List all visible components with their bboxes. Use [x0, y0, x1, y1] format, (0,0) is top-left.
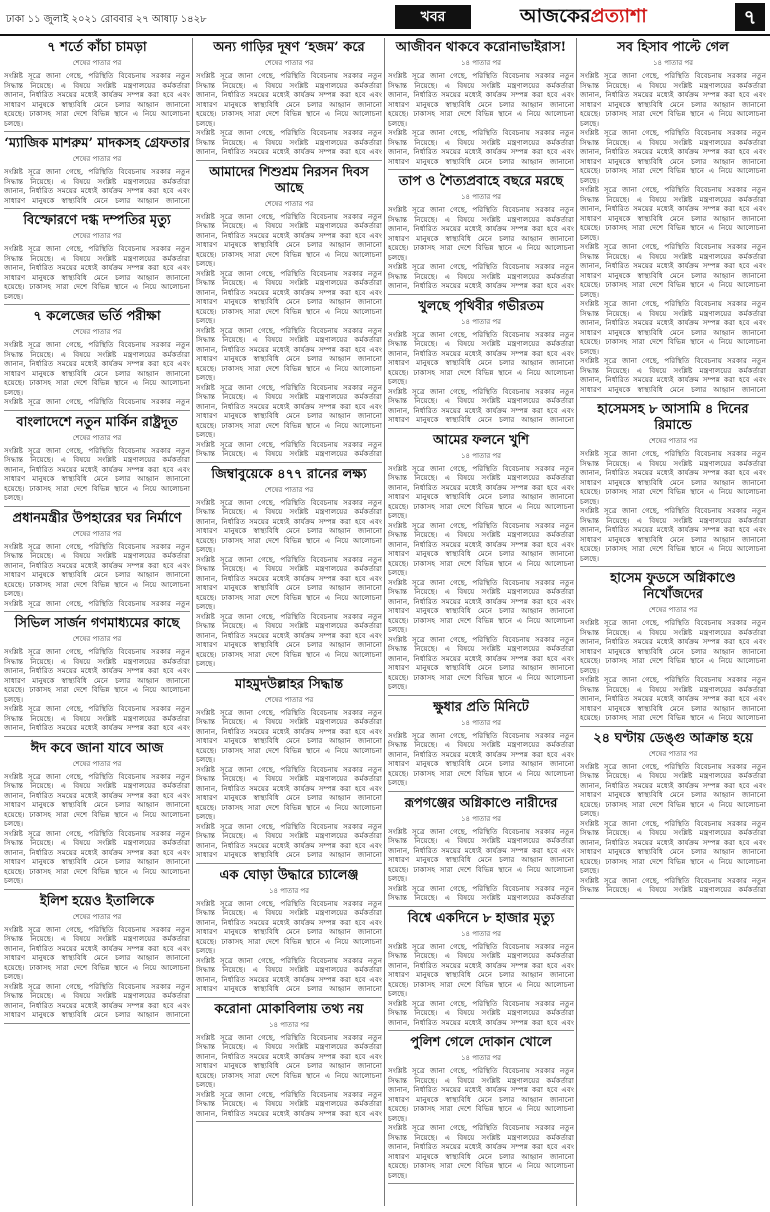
- story-dateline: শেষের পাতার পর: [72, 529, 122, 538]
- story-headline: হাসেমসহ ৮ আসামি ৪ দিনের রিমান্ডে: [597, 402, 749, 433]
- news-story: [388, 911, 574, 1032]
- story-text: সংশ্লিষ্ট সূত্রে জানা গেছে, পরিস্থিতি বিবেচনায় সরকার নতুন সিদ্ধান্ত নিয়েছে। এ বিষয়ে সংশ্লিষ্ট মন্ত্রণালয়ের কর্মকর্তারা জানান, নির্ধারিত সময়ের মধ্যেই কার্যক্রম সম্পন্ন করা হবে এবং সাধারণ মানুষকে স্বাস্থ্যবিধি মেনে চলার আহ্বান জানানো হয়েছে। ঢাকাসহ সারা দেশে বিভিন্ন স্থানে এ নিয়ে আলোচনা চলছে।: [580, 449, 766, 506]
- story-dateline: শেষের পাতার পর: [72, 328, 122, 336]
- story-text: সংশ্লিষ্ট সূত্রে জানা গেছে, পরিস্থিতি বিবেচনায় সরকার নতুন সিদ্ধান্ত নিয়েছে। এ বিষয়ে সংশ্লিষ্ট মন্ত্রণালয়ের কর্মকর্তারা জানান, নির্ধারিত সময়ের মধ্যেই কার্যক্রম সম্পন্ন করা হবে এবং সাধারণ মানুষকে স্বাস্থ্যবিধি মেনে চলার আহ্বান জানানো হয়েছে। ঢাকাসহ সারা দেশে বিভিন্ন স্থানে এ নিয়ে আলোচনা চলছে।: [388, 520, 574, 577]
- news-story: [388, 299, 574, 429]
- story-dateline: শেষের পাতার পর: [264, 59, 314, 67]
- story-separator: [4, 208, 190, 209]
- story-body: [196, 708, 382, 860]
- story-separator: [580, 726, 766, 727]
- story-body: [4, 340, 190, 407]
- story-text: সংশ্লিষ্ট সূত্রে জানা গেছে, পরিস্থিতি বিবেচনায় সরকার নতুন সিদ্ধান্ত নিয়েছে। এ বিষয়ে সংশ্লিষ্ট মন্ত্রণালয়ের কর্মকর্তারা জানান, নির্ধারিত সময়ের মধ্যেই কার্যক্রম সম্পন্ন করা হবে এবং সাধারণ মানুষকে স্বাস্থ্যবিধি মেনে চলার আহ্বান জানানো হয়েছে। ঢাকাসহ সারা দেশে বিভিন্ন স্থানে এ নিয়ে আলোচনা চলছে।: [388, 730, 574, 787]
- story-text: সংশ্লিষ্ট সূত্রে জানা গেছে, পরিস্থিতি বিবেচনায় সরকার নতুন সিদ্ধান্ত নিয়েছে। এ বিষয়ে সংশ্লিষ্ট মন্ত্রণালয়ের কর্মকর্তারা জানান, নির্ধারিত সময়ের মধ্যেই কার্যক্রম সম্পন্ন করা হবে এবং সাধারণ মানুষকে স্বাস্থ্যবিধি মেনে চলার আহ্বান জানানো হয়েছে। ঢাকাসহ সারা দেশে বিভিন্ন স্থানে এ নিয়ে আলোচনা চলছে।: [580, 299, 766, 356]
- story-text: সংশ্লিষ্ট সূত্রে জানা গেছে, পরিস্থিতি বিবেচনায় সরকার নতুন সিদ্ধান্ত নিয়েছে। এ বিষয়ে সংশ্লিষ্ট মন্ত্রণালয়ের কর্মকর্তারা জানান, নির্ধারিত সময়ের মধ্যেই কার্যক্রম সম্পন্ন করা হবে এবং সাধারণ মানুষকে স্বাস্থ্যবিধি মেনে চলার আহ্বান জানানো হয়েছে। ঢাকাসহ সারা দেশে বিভিন্ন স্থানে এ নিয়ে আলোচনা: [580, 675, 766, 722]
- story-headline: ২৪ ঘণ্টায় ডেঙ্গু আক্রান্ত হয়ে: [593, 730, 753, 746]
- news-story: [388, 433, 574, 696]
- story-text: সংশ্লিষ্ট সূত্রে জানা গেছে, পরিস্থিতি বিবেচনায় সরকার নতুন সিদ্ধান্ত নিয়েছে। এ বিষয়ে সংশ্লিষ্ট মন্ত্রণালয়ের কর্মকর্তারা জানান, নির্ধারিত সময়ের মধ্যেই কার্যক্রম সম্পন্ন করা হবে এবং সাধারণ মানুষকে স্বাস্থ্যবিধি মেনে চলার আহ্বান জানানো হয়েছে। ঢাকাসহ সারা দেশে বিভিন্ন স্থানে এ নিয়ে আলোচনা চলছে।: [388, 634, 574, 691]
- story-text: সংশ্লিষ্ট সূত্রে জানা গেছে, পরিস্থিতি বিবেচনায় সরকার নতুন সিদ্ধান্ত নিয়েছে। এ বিষয়ে সংশ্লিষ্ট মন্ত্রণালয়ের কর্মকর্তারা জানান, নির্ধারিত সময়ের মধ্যেই কার্যক্রম সম্পন্ন করা হবে এবং সাধারণ মানুষকে স্বাস্থ্যবিধি মেনে চলার আহ্বান জানানো হয়েছে। ঢাকাসহ সারা দেশে বিভিন্ন স্থানে এ নিয়ে আলোচনা চলছে।: [4, 340, 190, 397]
- story-dateline: ১৪ পাতার পর: [460, 718, 502, 727]
- story-separator: [580, 397, 766, 398]
- story-text: সংশ্লিষ্ট সূত্রে জানা গেছে, পরিস্থিতি বিবেচনায় সরকার নতুন সিদ্ধান্ত নিয়েছে। এ বিষয়ে সংশ্লিষ্ট মন্ত্রণালয়ের কর্মকর্তারা জানান, নির্ধারিত সময়ের মধ্যেই কার্যক্রম সম্পন্ন করা হবে এবং সাধারণ মানুষকে স্বাস্থ্যবিধি মেনে চলার আহ্বান জানানো হয়েছে। ঢাকাসহ সারা দেশে বিভিন্ন স্থানে এ নিয়ে আলোচনা চলছে।: [388, 205, 574, 262]
- story-text: সংশ্লিষ্ট সূত্রে জানা গেছে, পরিস্থিতি বিবেচনায় সরকার নতুন সিদ্ধান্ত নিয়েছে। এ বিষয়ে সংশ্লিষ্ট মন্ত্রণালয়ের কর্মকর্তারা জানান, নির্ধারিত সময়ের মধ্যেই কার্যক্রম সম্পন্ন করা হবে এবং সাধারণ মানুষকে স্বাস্থ্যবিধি মেনে চলার আহ্বান জানানো হয়েছে। ঢাকাসহ সারা দেশে বিভিন্ন স্থানে এ নিয়ে আলোচনা চলছে।: [4, 445, 190, 502]
- story-text: সংশ্লিষ্ট সূত্রে জানা গেছে, পরিস্থিতি বিবেচনায় সরকার নতুন সিদ্ধান্ত নিয়েছে। এ বিষয়ে সংশ্লিষ্ট মন্ত্রণালয়ের কর্মকর্তারা জানান, নির্ধারিত সময়ের মধ্যেই কার্যক্রম সম্পন্ন করা হবে এবং সাধারণ মানুষকে স্বাস্থ্যবিধি মেনে চলার আহ্বান জানানো হয়েছে। ঢাকাসহ সারা দেশে বিভিন্ন স্থানে এ নিয়ে আলোচনা চলছে।: [388, 463, 574, 520]
- story-body: [196, 498, 382, 669]
- story-dateline: শেষের পাতার পর: [72, 912, 122, 921]
- story-separator: [196, 863, 382, 864]
- story-separator: [196, 160, 382, 161]
- story-separator: [388, 695, 574, 696]
- story-body: [4, 925, 190, 1020]
- news-story: [196, 467, 382, 673]
- story-dateline: ১৪ পাতার পর: [460, 929, 502, 938]
- story-separator: [196, 672, 382, 673]
- news-story: [196, 40, 382, 161]
- story-text: সংশ্লিষ্ট সূত্রে জানা গেছে, পরিস্থিতি বিবেচনায় সরকার নতুন সিদ্ধান্ত নিয়েছে। এ বিষয়ে সংশ্লিষ্ট মন্ত্রণালয়ের কর্মকর্তারা জানান, নির্ধারিত সময়ের মধ্যেই কার্যক্রম সম্পন্ন করা হবে এবং সাধারণ মানুষকে স্বাস্থ্যবিধি মেনে চলার আহ্বান জানানো: [4, 167, 190, 205]
- story-dateline: শেষের পাতার পর: [72, 59, 122, 67]
- story-text: সংশ্লিষ্ট সূত্রে জানা গেছে, পরিস্থিতি বিবেচনায় সরকার নতুন সিদ্ধান্ত নিয়েছে। এ বিষয়ে সংশ্লিষ্ট মন্ত্রণালয়ের কর্মকর্তারা জানান, নির্ধারিত সময়ের মধ্যেই কার্যক্রম সম্পন্ন করা হবে এবং সাধারণ মানুষকে স্বাস্থ্যবিধি মেনে চলার আহ্বান জানানো: [4, 981, 190, 1019]
- column-divider: [192, 38, 193, 1206]
- story-headline: ‘ম্যাজিক মাশরুম’ মাদকসহ গ্রেফতার: [4, 136, 190, 151]
- story-headline: করোনা মোকাবিলায় তথ্য নয়: [214, 1001, 364, 1017]
- column-2: [196, 38, 382, 1206]
- story-body: [4, 167, 190, 205]
- story-separator: [388, 906, 574, 907]
- story-separator: [580, 566, 766, 567]
- column-divider: [576, 38, 577, 1206]
- story-dateline: ১৪ পাতার পর: [268, 886, 310, 895]
- story-dateline: ১৪ পাতার পর: [460, 317, 502, 326]
- story-dateline: শেষের পাতার পর: [72, 232, 122, 240]
- story-text: সংশ্লিষ্ট সূত্রে জানা গেছে, পরিস্থিতি বিবেচনায় সরকার নতুন সিদ্ধান্ত নিয়েছে। এ বিষয়ে সংশ্লিষ্ট মন্ত্রণালয়ের কর্মকর্তারা: [388, 883, 574, 902]
- news-story: [388, 40, 574, 170]
- story-body: [4, 772, 190, 886]
- story-text: সংশ্লিষ্ট সূত্রে জানা গেছে, পরিস্থিতি বিবেচনায় সরকার নতুন সিদ্ধান্ত নিয়েছে। এ বিষয়ে সংশ্লিষ্ট মন্ত্রণালয়ের কর্মকর্তারা জানান, নির্ধারিত সময়ের মধ্যেই কার্যক্রম সম্পন্ন করা হবে এবং: [196, 128, 382, 156]
- story-separator: [196, 462, 382, 463]
- story-body: [196, 1033, 382, 1119]
- section-label: খবর: [395, 5, 471, 29]
- story-headline: বাংলাদেশে নতুন মার্কিন রাষ্ট্রদূত: [16, 414, 178, 430]
- story-headline: রূপগঞ্জের অগ্নিকাণ্ডে নারীদের: [404, 795, 558, 811]
- story-text: সংশ্লিষ্ট সূত্রে জানা গেছে, পরিস্থিতি বিবেচনায় সরকার নতুন সিদ্ধান্ত নিয়েছে। এ বিষয়ে সংশ্লিষ্ট মন্ত্রণালয়ের কর্মকর্তারা জানান, নির্ধারিত সময়ের মধ্যেই কার্যক্রম সম্পন্ন করা হবে এবং সাধারণ মানুষকে স্বাস্থ্যবিধি মেনে চলার আহ্বান জানানো হয়েছে। ঢাকাসহ সারা দেশে বিভিন্ন স্থানে এ নিয়ে আলোচনা চলছে।: [4, 71, 190, 128]
- story-separator: [4, 611, 190, 612]
- story-text: সংশ্লিষ্ট সূত্রে জানা গেছে, পরিস্থিতি বিবেচনায় সরকার নতুন সিদ্ধান্ত নিয়েছে। এ বিষয়ে সংশ্লিষ্ট মন্ত্রণালয়ের কর্মকর্তারা জানান, নির্ধারিত সময়ের মধ্যেই কার্যক্রম সম্পন্ন করা হবে এবং সাধারণ মানুষকে স্বাস্থ্যবিধি মেনে চলার আহ্বান জানানো: [388, 386, 574, 424]
- story-text: সংশ্লিষ্ট সূত্রে জানা গেছে, পরিস্থিতি বিবেচনায় সরকার নতুন সিদ্ধান্ত নিয়েছে। এ বিষয়ে সংশ্লিষ্ট মন্ত্রণালয়ের কর্মকর্তারা জানান, নির্ধারিত সময়ের মধ্যেই কার্যক্রম সম্পন্ন করা হবে এবং সাধারণ মানুষকে স্বাস্থ্যবিধি মেনে চলার আহ্বান জানানো হয়েছে। ঢাকাসহ সারা দেশে বিভিন্ন স্থানে এ নিয়ে আলোচনা চলছে।: [196, 268, 382, 325]
- story-text: সংশ্লিষ্ট সূত্রে জানা গেছে, পরিস্থিতি বিবেচনায় সরকার নতুন সিদ্ধান্ত নিয়েছে। এ বিষয়ে সংশ্লিষ্ট মন্ত্রণালয়ের কর্মকর্তারা জানান, নির্ধারিত সময়ের মধ্যেই কার্যক্রম সম্পন্ন করা হবে এবং সাধারণ মানুষকে স্বাস্থ্যবিধি মেনে চলার আহ্বান জানানো: [196, 955, 382, 993]
- story-headline: অন্য গাড়ির দূষণ ‘হজম’ করে: [213, 40, 365, 55]
- story-dateline: শেষের পাতার পর: [72, 155, 122, 163]
- story-headline: মাহমুদউল্লাহর সিদ্ধান্ত: [234, 676, 344, 692]
- story-headline: ক্ষুধার প্রতি মিনিটে: [433, 699, 529, 715]
- story-text: সংশ্লিষ্ট সূত্রে জানা গেছে, পরিস্থিতি বিবেচনায় সরকার নতুন সিদ্ধান্ত নিয়েছে। এ বিষয়ে সংশ্লিষ্ট মন্ত্রণালয়ের কর্মকর্তারা জানান, নির্ধারিত সময়ের মধ্যেই কার্যক্রম সম্পন্ন করা হবে এবং সাধারণ মানুষকে স্বাস্থ্যবিধি মেনে চলার আহ্বান জানানো হয়েছে। ঢাকাসহ সারা দেশে বিভিন্ন স্থানে এ নিয়ে আলোচনা চলছে।: [388, 71, 574, 128]
- story-body: [4, 244, 190, 301]
- page-number: ৭: [735, 3, 765, 31]
- story-dateline: শেষের পাতার পর: [72, 635, 122, 643]
- story-separator: [388, 1183, 574, 1184]
- story-body: [580, 618, 766, 723]
- news-story: [196, 1002, 382, 1123]
- news-story: [4, 741, 190, 890]
- news-story: [4, 616, 190, 737]
- news-story: [388, 1035, 574, 1184]
- column-1: [4, 38, 190, 1206]
- story-headline: বিস্ফোরণে দগ্ধ দম্পতির মৃত্যু: [23, 213, 171, 228]
- story-text: সংশ্লিষ্ট সূত্রে জানা গেছে, পরিস্থিতি বিবেচনায় সরকার নতুন সিদ্ধান্ত নিয়েছে। এ বিষয়ে সংশ্লিষ্ট মন্ত্রণালয়ের কর্মকর্তারা জানান, নির্ধারিত সময়ের মধ্যেই কার্যক্রম সম্পন্ন করা হবে এবং সাধারণ মানুষকে স্বাস্থ্যবিধি মেনে চলার আহ্বান জানানো হয়েছে। ঢাকাসহ সারা দেশে বিভিন্ন স্থানে এ নিয়ে আলোচনা চলছে।: [196, 211, 382, 268]
- story-text: সংশ্লিষ্ট সূত্রে জানা গেছে, পরিস্থিতি বিবেচনায় সরকার নতুন সিদ্ধান্ত নিয়েছে। এ বিষয়ে সংশ্লিষ্ট মন্ত্রণালয়ের কর্মকর্তারা জানান, নির্ধারিত সময়ের মধ্যেই কার্যক্রম সম্পন্ন করা হবে এবং সাধারণ মানুষকে স্বাস্থ্যবিধি মেনে চলার আহ্বান জানানো হয়েছে। ঢাকাসহ সারা দেশে বিভিন্ন স্থানে এ নিয়ে আলোচনা চলছে।: [388, 1123, 574, 1180]
- story-separator: [388, 169, 574, 170]
- story-dateline: শেষের পাতার পর: [72, 433, 122, 442]
- story-text: সংশ্লিষ্ট সূত্রে জানা গেছে, পরিস্থিতি বিবেচনায় সরকার নতুন সিদ্ধান্ত নিয়েছে। এ বিষয়ে সংশ্লিষ্ট মন্ত্রণালয়ের কর্মকর্তারা জানান, নির্ধারিত সময়ের মধ্যেই কার্যক্রম সম্পন্ন করা হবে এবং: [388, 998, 574, 1027]
- column-3: [388, 38, 574, 1206]
- story-headline: ঈদ কবে জানা যাবে আজ: [30, 740, 164, 756]
- story-dateline: ১৪ পাতার পর: [268, 1020, 310, 1029]
- news-story: [196, 165, 382, 463]
- story-body: [196, 71, 382, 157]
- story-text: সংশ্লিষ্ট সূত্রে জানা গেছে, পরিস্থিতি বিবেচনায় সরকার নতুন সিদ্ধান্ত নিয়েছে। এ বিষয়ে সংশ্লিষ্ট মন্ত্রণালয়ের কর্মকর্তারা জানান, নির্ধারিত সময়ের মধ্যেই কার্যক্রম সম্পন্ন করা হবে এবং সাধারণ মানুষকে স্বাস্থ্যবিধি মেনে চলার আহ্বান জানানো হয়েছে। ঢাকাসহ সারা দেশে বিভিন্ন স্থানে এ নিয়ে আলোচনা চলছে।: [388, 941, 574, 998]
- news-story: [4, 213, 190, 305]
- story-headline: ৭ কলেজের ভর্তি পরীক্ষা: [33, 309, 161, 324]
- story-text: সংশ্লিষ্ট সূত্রে জানা গেছে, পরিস্থিতি বিবেচনায় সরকার নতুন সিদ্ধান্ত নিয়েছে। এ বিষয়ে সংশ্লিষ্ট মন্ত্রণালয়ের কর্মকর্তারা জানান, নির্ধারিত সময়ের মধ্যেই কার্যক্রম সম্পন্ন করা হবে এবং সাধারণ মানুষকে স্বাস্থ্যবিধি মেনে চলার আহ্বান জানানো হয়েছে। ঢাকাসহ সারা দেশে বিভিন্ন স্থানে এ নিয়ে আলোচনা চলছে।: [580, 506, 766, 563]
- story-separator: [388, 791, 574, 792]
- story-text: সংশ্লিষ্ট সূত্রে জানা গেছে, পরিস্থিতি বিবেচনায় সরকার নতুন সিদ্ধান্ত নিয়েছে। এ বিষয়ে সংশ্লিষ্ট মন্ত্রণালয়ের কর্মকর্তারা জানান, নির্ধারিত সময়ের মধ্যেই কার্যক্রম সম্পন্ন করা হবে এবং সাধারণ মানুষকে স্বাস্থ্যবিধি মেনে চলার আহ্বান জানানো হয়েছে। ঢাকাসহ সারা দেশে বিভিন্ন স্থানে এ নিয়ে আলোচনা চলছে।: [196, 382, 382, 439]
- story-headline: ৭ শর্তে কাঁচা চামড়া: [47, 40, 147, 55]
- story-text: সংশ্লিষ্ট সূত্রে জানা গেছে, পরিস্থিতি বিবেচনায় সরকার নতুন সিদ্ধান্ত নিয়েছে। এ বিষয়ে সংশ্লিষ্ট মন্ত্রণালয়ের কর্মকর্তারা জানান, নির্ধারিত সময়ের মধ্যেই কার্যক্রম সম্পন্ন করা হবে এবং সাধারণ মানুষকে স্বাস্থ্যবিধি মেনে চলার আহ্বান জানানো হয়েছে। ঢাকাসহ সারা দেশে বিভিন্ন স্থানে এ নিয়ে আলোচনা চলছে।: [388, 329, 574, 386]
- news-story: [388, 796, 574, 907]
- story-text: সংশ্লিষ্ট সূত্রে জানা গেছে, পরিস্থিতি বিবেচনায় সরকার নতুন সিদ্ধান্ত নিয়েছে। এ বিষয়ে সংশ্লিষ্ট মন্ত্রণালয়ের কর্মকর্তারা জানান, নির্ধারিত সময়ের মধ্যেই কার্যক্রম সম্পন্ন করা হবে এবং: [196, 1089, 382, 1118]
- story-body: [580, 762, 766, 895]
- story-text: সংশ্লিষ্ট সূত্রে জানা গেছে, পরিস্থিতি বিবেচনায় সরকার নতুন সিদ্ধান্ত নিয়েছে। এ বিষয়ে সংশ্লিষ্ট মন্ত্রণালয়ের কর্মকর্তারা জানান, নির্ধারিত সময়ের মধ্যেই কার্যক্রম সম্পন্ন করা হবে এবং: [388, 262, 574, 290]
- story-separator: [4, 506, 190, 507]
- news-story: [4, 309, 190, 411]
- news-story: [4, 40, 190, 132]
- story-headline: আমাদের শিশুশ্রম নিরসন দিবস আছে: [209, 164, 369, 196]
- story-separator: [388, 428, 574, 429]
- story-text: সংশ্লিষ্ট সূত্রে জানা গেছে, পরিস্থিতি বিবেচনায় সরকার নতুন সিদ্ধান্ত নিয়েছে। এ বিষয়ে সংশ্লিষ্ট মন্ত্রণালয়ের কর্মকর্তারা জানান, নির্ধারিত সময়ের মধ্যেই কার্যক্রম সম্পন্ন করা হবে এবং সাধারণ মানুষকে স্বাস্থ্যবিধি মেনে চলার আহ্বান জানানো হয়েছে। ঢাকাসহ সারা দেশে বিভিন্ন স্থানে এ নিয়ে আলোচনা চলছে।: [196, 1032, 382, 1089]
- paper-name-b: প্রত্যাশা: [590, 5, 647, 27]
- story-body: [4, 542, 190, 609]
- story-body: [4, 446, 190, 503]
- story-separator: [196, 997, 382, 998]
- story-body: [580, 449, 766, 563]
- story-separator: [4, 736, 190, 737]
- story-separator: [388, 294, 574, 295]
- story-text: সংশ্লিষ্ট সূত্রে জানা গেছে, পরিস্থিতি বিবেচনায় সরকার নতুন সিদ্ধান্ত নিয়েছে। এ বিষয়ে সংশ্লিষ্ট মন্ত্রণালয়ের কর্মকর্তারা জানান, নির্ধারিত সময়ের মধ্যেই কার্যক্রম সম্পন্ন করা হবে এবং সাধারণ মানুষকে স্বাস্থ্যবিধি মেনে চলার আহ্বান জানানো হয়েছে। ঢাকাসহ সারা দেশে বিভিন্ন স্থানে এ নিয়ে আলোচনা চলছে।: [580, 71, 766, 128]
- column-divider: [384, 38, 385, 1206]
- story-text: সংশ্লিষ্ট সূত্রে জানা গেছে, পরিস্থিতি বিবেচনায় সরকার নতুন সিদ্ধান্ত নিয়েছে। এ বিষয়ে সংশ্লিষ্ট মন্ত্রণালয়ের কর্মকর্তারা জানান, নির্ধারিত সময়ের মধ্যেই কার্যক্রম সম্পন্ন করা হবে এবং সাধারণ মানুষকে স্বাস্থ্যবিধি মেনে চলার আহ্বান জানানো হয়েছে। ঢাকাসহ সারা দেশে বিভিন্ন স্থানে এ নিয়ে আলোচনা চলছে।: [4, 924, 190, 981]
- story-text: সংশ্লিষ্ট সূত্রে জানা গেছে, পরিস্থিতি বিবেচনায় সরকার নতুন সিদ্ধান্ত নিয়েছে। এ বিষয়ে সংশ্লিষ্ট মন্ত্রণালয়ের কর্মকর্তারা জানান, নির্ধারিত সময়ের মধ্যেই কার্যক্রম সম্পন্ন করা হবে এবং সাধারণ মানুষকে স্বাস্থ্যবিধি মেনে চলার আহ্বান জানানো হয়েছে। ঢাকাসহ সারা দেশে বিভিন্ন স্থানে এ নিয়ে আলোচনা চলছে।: [196, 611, 382, 668]
- story-separator: [4, 889, 190, 890]
- story-text: সংশ্লিষ্ট সূত্রে জানা গেছে, পরিস্থিতি বিবেচনায় সরকার নতুন সিদ্ধান্ত নিয়েছে। এ বিষয়ে সংশ্লিষ্ট মন্ত্রণালয়ের কর্মকর্তারা জানান, নির্ধারিত সময়ের মধ্যেই কার্যক্রম সম্পন্ন করা হবে এবং সাধারণ মানুষকে স্বাস্থ্যবিধি মেনে চলার আহ্বান জানানো হয়েছে। ঢাকাসহ সারা দেশে বিভিন্ন স্থানে এ নিয়ে আলোচনা চলছে।: [388, 1066, 574, 1123]
- story-headline: আজীবন থাকবে করোনাভাইরাস!: [395, 40, 567, 55]
- story-headline: সব হিসাব পাল্টে গেল: [617, 40, 729, 55]
- story-headline: ইলিশ হয়েও ইতালিকে: [39, 893, 155, 909]
- story-separator: [4, 1023, 190, 1024]
- story-dateline: শেষের পাতার পর: [264, 485, 314, 494]
- story-body: [580, 71, 766, 394]
- news-story: [388, 174, 574, 295]
- story-dateline: ১৪ পাতার পর: [652, 59, 694, 67]
- story-text: সংশ্লিষ্ট সূত্রে জানা গেছে, পরিস্থিতি বিবেচনায় সরকার নতুন সিদ্ধান্ত নিয়েছে। এ বিষয়ে সংশ্লিষ্ট মন্ত্রণালয়ের কর্মকর্তারা জানান, নির্ধারিত সময়ের মধ্যেই কার্যক্রম সম্পন্ন করা হবে এবং সাধারণ মানুষকে স্বাস্থ্যবিধি মেনে চলার আহ্বান জানানো হয়েছে। ঢাকাসহ সারা দেশে বিভিন্ন স্থানে এ নিয়ে আলোচনা চলছে।: [196, 764, 382, 821]
- news-story: [4, 511, 190, 613]
- story-text: সংশ্লিষ্ট সূত্রে জানা গেছে, পরিস্থিতি বিবেচনায় সরকার নতুন সিদ্ধান্ত নিয়েছে। এ বিষয়ে সংশ্লিষ্ট মন্ত্রণালয়ের কর্মকর্তারা জানান, নির্ধারিত সময়ের মধ্যেই কার্যক্রম সম্পন্ন করা হবে এবং সাধারণ মানুষকে স্বাস্থ্যবিধি মেনে চলার আহ্বান জানানো হয়েছে। ঢাকাসহ সারা দেশে বিভিন্ন স্থানে এ নিয়ে আলোচনা চলছে।: [196, 497, 382, 554]
- story-text: সংশ্লিষ্ট সূত্রে জানা গেছে, পরিস্থিতি বিবেচনায় সরকার নতুন সিদ্ধান্ত নিয়েছে। এ বিষয়ে সংশ্লিষ্ট মন্ত্রণালয়ের কর্মকর্তারা জানান, নির্ধারিত সময়ের মধ্যেই কার্যক্রম সম্পন্ন করা হবে এবং সাধারণ মানুষকে স্বাস্থ্যবিধি মেনে চলার আহ্বান জানানো হয়েছে। ঢাকাসহ সারা দেশে বিভিন্ন স্থানে এ নিয়ে আলোচনা চলছে।: [388, 826, 574, 883]
- story-text: সংশ্লিষ্ট সূত্রে জানা গেছে, পরিস্থিতি বিবেচনায় সরকার নতুন সিদ্ধান্ত নিয়েছে। এ বিষয়ে সংশ্লিষ্ট মন্ত্রণালয়ের কর্মকর্তারা জানান, নির্ধারিত সময়ের মধ্যেই কার্যক্রম সম্পন্ন করা হবে এবং সাধারণ মানুষকে স্বাস্থ্যবিধি মেনে চলার আহ্বান জানানো: [388, 128, 574, 166]
- story-text: সংশ্লিষ্ট সূত্রে জানা গেছে, পরিস্থিতি বিবেচনায় সরকার নতুন সিদ্ধান্ত নিয়েছে। এ বিষয়ে সংশ্লিষ্ট মন্ত্রণালয়ের কর্মকর্তারা জানান, নির্ধারিত সময়ের মধ্যেই কার্যক্রম সম্পন্ন করা হবে এবং সাধারণ মানুষকে স্বাস্থ্যবিধি মেনে চলার আহ্বান জানানো হয়েছে। ঢাকাসহ সারা দেশে বিভিন্ন স্থানে এ নিয়ে আলোচনা চলছে।: [580, 818, 766, 875]
- paper-logo: [520, 2, 647, 34]
- story-body: [388, 330, 574, 425]
- story-text: সংশ্লিষ্ট সূত্রে জানা গেছে, পরিস্থিতি বিবেচনায় সরকার নতুন সিদ্ধান্ত নিয়েছে। এ বিষয়ে সংশ্লিষ্ট মন্ত্রণালয়ের কর্মকর্তারা জানান, নির্ধারিত সময়ের মধ্যেই কার্যক্রম সম্পন্ন করা হবে এবং সাধারণ মানুষকে স্বাস্থ্যবিধি মেনে চলার আহ্বান জানানো: [196, 821, 382, 859]
- news-story: [4, 894, 190, 1024]
- story-text: সংশ্লিষ্ট সূত্রে জানা গেছে, পরিস্থিতি বিবেচনায় সরকার নতুন সিদ্ধান্ত নিয়েছে। এ বিষয়ে সংশ্লিষ্ট মন্ত্রণালয়ের কর্মকর্তারা জানান, নির্ধারিত সময়ের মধ্যেই কার্যক্রম সম্পন্ন করা হবে এবং সাধারণ মানুষকে স্বাস্থ্যবিধি মেনে চলার আহ্বান জানানো হয়েছে। ঢাকাসহ সারা দেশে বিভিন্ন স্থানে এ নিয়ে আলোচনা চলছে।: [580, 618, 766, 675]
- story-dateline: ১৪ পাতার পর: [460, 59, 502, 67]
- story-body: [388, 827, 574, 903]
- story-body: [388, 205, 574, 291]
- story-separator: [4, 410, 190, 411]
- story-text: সংশ্লিষ্ট সূত্রে জানা গেছে, পরিস্থিতি বিবেচনায় সরকার নতুন সিদ্ধান্ত নিয়েছে। এ বিষয়ে সংশ্লিষ্ট মন্ত্রণালয়ের কর্মকর্তারা: [580, 875, 766, 894]
- story-text: সংশ্লিষ্ট সূত্রে জানা গেছে, পরিস্থিতি বিবেচনায় সরকার নতুন সিদ্ধান্ত নিয়েছে। এ বিষয়ে সংশ্লিষ্ট মন্ত্রণালয়ের কর্মকর্তারা জানান, নির্ধারিত সময়ের মধ্যেই কার্যক্রম সম্পন্ন করা হবে এবং সাধারণ মানুষকে স্বাস্থ্যবিধি মেনে চলার আহ্বান জানানো হয়েছে। ঢাকাসহ সারা দেশে বিভিন্ন স্থানে এ নিয়ে আলোচনা চলছে।: [196, 898, 382, 955]
- story-dateline: ১৪ পাতার পর: [460, 814, 502, 823]
- story-body: [388, 731, 574, 788]
- story-dateline: শেষের পাতার পর: [648, 606, 698, 614]
- news-story: [580, 402, 766, 567]
- story-body: [388, 464, 574, 692]
- story-body: [4, 647, 190, 733]
- story-dateline: শেষের পাতার পর: [648, 749, 698, 758]
- story-headline: প্রধানমন্ত্রীর উপহারের ঘর নির্মাণে: [12, 510, 182, 526]
- story-dateline: শেষের পাতার পর: [264, 199, 314, 208]
- story-text: সংশ্লিষ্ট সূত্রে জানা গেছে, পরিস্থিতি বিবেচনায় সরকার নতুন সিদ্ধান্ত নিয়েছে। এ বিষয়ে সংশ্লিষ্ট মন্ত্রণালয়ের কর্মকর্তারা জানান, নির্ধারিত সময়ের মধ্যেই কার্যক্রম সম্পন্ন করা হবে এবং সাধারণ মানুষকে স্বাস্থ্যবিধি মেনে চলার আহ্বান জানানো হয়েছে। ঢাকাসহ সারা দেশে বিভিন্ন স্থানে এ নিয়ে আলোচনা চলছে।: [388, 577, 574, 634]
- story-headline: আমের ফলনে খুশি: [433, 432, 529, 448]
- news-story: [580, 40, 766, 398]
- story-body: [196, 899, 382, 994]
- story-separator: [4, 131, 190, 132]
- paper-name-a: আজকের: [520, 5, 591, 27]
- story-headline: সিভিল সার্জন গণমাধ্যমের কাছে: [14, 616, 180, 631]
- story-text: সংশ্লিষ্ট সূত্রে জানা গেছে, পরিস্থিতি বিবেচনায় সরকার নতুন: [4, 598, 190, 608]
- news-story: [580, 731, 766, 899]
- story-dateline: ১৪ পাতার পর: [460, 451, 502, 460]
- story-headline: খুলছে পৃথিবীর গভীরতম: [418, 298, 544, 314]
- story-separator: [388, 1030, 574, 1031]
- story-dateline: ১৪ পাতার পর: [460, 193, 502, 201]
- story-text: সংশ্লিষ্ট সূত্রে জানা গেছে, পরিস্থিতি বিবেচনায় সরকার নতুন সিদ্ধান্ত নিয়েছে। এ বিষয়ে সংশ্লিষ্ট মন্ত্রণালয়ের কর্মকর্তারা জানান, নির্ধারিত সময়ের মধ্যেই কার্যক্রম সম্পন্ন করা হবে এবং সাধারণ মানুষকে স্বাস্থ্যবিধি মেনে চলার আহ্বান জানানো হয়েছে। ঢাকাসহ সারা দেশে বিভিন্ন স্থানে এ নিয়ে আলোচনা চলছে।: [4, 541, 190, 598]
- story-text: সংশ্লিষ্ট সূত্রে জানা গেছে, পরিস্থিতি বিবেচনায় সরকার নতুন সিদ্ধান্ত নিয়েছে। এ বিষয়ে সংশ্লিষ্ট মন্ত্রণালয়ের কর্মকর্তারা জানান, নির্ধারিত সময়ের মধ্যেই কার্যক্রম সম্পন্ন করা হবে এবং সাধারণ মানুষকে স্বাস্থ্যবিধি মেনে চলার আহ্বান জানানো হয়েছে। ঢাকাসহ সারা দেশে বিভিন্ন স্থানে এ নিয়ে আলোচনা চলছে।: [4, 244, 190, 301]
- story-dateline: ১৪ পাতার পর: [460, 1054, 502, 1062]
- story-body: [4, 71, 190, 128]
- story-text: সংশ্লিষ্ট সূত্রে জানা গেছে, পরিস্থিতি বিবেচনায় সরকার নতুন সিদ্ধান্ত নিয়েছে। এ বিষয়ে সংশ্লিষ্ট মন্ত্রণালয়ের কর্মকর্তারা জানান, নির্ধারিত সময়ের মধ্যেই কার্যক্রম সম্পন্ন করা হবে এবং সাধারণ মানুষকে স্বাস্থ্যবিধি মেনে চলার আহ্বান জানানো হয়েছে। ঢাকাসহ সারা দেশে বিভিন্ন স্থানে এ নিয়ে আলোচনা চলছে।: [4, 828, 190, 885]
- story-text: সংশ্লিষ্ট সূত্রে জানা গেছে, পরিস্থিতি বিবেচনায় সরকার নতুন সিদ্ধান্ত নিয়েছে। এ বিষয়ে সংশ্লিষ্ট মন্ত্রণালয়ের কর্মকর্তারা জানান, নির্ধারিত সময়ের মধ্যেই কার্যক্রম সম্পন্ন করা হবে এবং সাধারণ মানুষকে স্বাস্থ্যবিধি মেনে চলার আহ্বান জানানো হয়েছে। ঢাকাসহ সারা দেশে বিভিন্ন স্থানে এ নিয়ে আলোচনা চলছে।: [580, 128, 766, 185]
- story-text: সংশ্লিষ্ট সূত্রে জানা গেছে, পরিস্থিতি বিবেচনায় সরকার নতুন সিদ্ধান্ত নিয়েছে। এ বিষয়ে সংশ্লিষ্ট মন্ত্রণালয়ের কর্মকর্তারা জানান, নির্ধারিত সময়ের মধ্যেই কার্যক্রম সম্পন্ন করা হবে এবং সাধারণ মানুষকে স্বাস্থ্যবিধি মেনে চলার আহ্বান জানানো হয়েছে। ঢাকাসহ সারা দেশে বিভিন্ন স্থানে এ নিয়ে আলোচনা চলছে।: [196, 325, 382, 382]
- date-line: ঢাকা ১১ জুলাই ২০২১ রোববার ২৭ আষাঢ় ১৪২৮: [6, 14, 207, 25]
- news-story: [4, 136, 190, 209]
- story-body: [388, 1066, 574, 1180]
- story-text: সংশ্লিষ্ট সূত্রে জানা গেছে, পরিস্থিতি বিবেচনায় সরকার নতুন: [4, 397, 190, 406]
- story-headline: বিশ্বে একদিনে ৮ হাজার মৃত্যু: [407, 910, 555, 926]
- story-text: সংশ্লিষ্ট সূত্রে জানা গেছে, পরিস্থিতি বিবেচনায় সরকার নতুন সিদ্ধান্ত নিয়েছে। এ বিষয়ে সংশ্লিষ্ট মন্ত্রণালয়ের কর্মকর্তারা জানান, নির্ধারিত সময়ের মধ্যেই কার্যক্রম সম্পন্ন করা হবে এবং সাধারণ মানুষকে স্বাস্থ্যবিধি মেনে চলার আহ্বান জানানো হয়েছে। ঢাকাসহ সারা দেশে বিভিন্ন স্থানে এ নিয়ে আলোচনা চলছে।: [580, 242, 766, 299]
- story-headline: পুলিশ গেলে দোকান খোলে: [410, 1035, 552, 1050]
- story-body: [196, 212, 382, 459]
- story-text: সংশ্লিষ্ট সূত্রে জানা গেছে, পরিস্থিতি বিবেচনায় সরকার নতুন সিদ্ধান্ত নিয়েছে। এ বিষয়ে সংশ্লিষ্ট মন্ত্রণালয়ের কর্মকর্তারা জানান, নির্ধারিত সময়ের মধ্যেই কার্যক্রম সম্পন্ন করা হবে এবং সাধারণ মানুষকে স্বাস্থ্যবিধি মেনে চলার আহ্বান জানানো হয়েছে। ঢাকাসহ সারা দেশে বিভিন্ন স্থানে এ নিয়ে আলোচনা চলছে।: [580, 185, 766, 242]
- story-dateline: শেষের পাতার পর: [264, 695, 314, 704]
- story-body: [388, 942, 574, 1028]
- story-text: সংশ্লিষ্ট সূত্রে জানা গেছে, পরিস্থিতি বিবেচনায় সরকার নতুন সিদ্ধান্ত নিয়েছে। এ বিষয়ে সংশ্লিষ্ট মন্ত্রণালয়ের কর্মকর্তারা জানান, নির্ধারিত সময়ের মধ্যেই কার্যক্রম সম্পন্ন করা হবে এবং সাধারণ মানুষকে স্বাস্থ্যবিধি মেনে চলার আহ্বান জানানো হয়েছে। ঢাকাসহ সারা দেশে বিভিন্ন স্থানে এ নিয়ে আলোচনা চলছে।: [196, 554, 382, 611]
- story-text: সংশ্লিষ্ট সূত্রে জানা গেছে, পরিস্থিতি বিবেচনায় সরকার নতুন সিদ্ধান্ত নিয়েছে। এ বিষয়ে সংশ্লিষ্ট মন্ত্রণালয়ের কর্মকর্তারা জানান, নির্ধারিত সময়ের মধ্যেই কার্যক্রম সম্পন্ন করা হবে এবং: [4, 704, 190, 732]
- story-headline: জিম্বাবুয়েকে ৪৭৭ রানের লক্ষ্য: [211, 466, 367, 482]
- story-body: [388, 71, 574, 166]
- story-dateline: শেষের পাতার পর: [648, 437, 698, 445]
- story-separator: [196, 1121, 382, 1122]
- story-text: সংশ্লিষ্ট সূত্রে জানা গেছে, পরিস্থিতি বিবেচনায় সরকার নতুন সিদ্ধান্ত নিয়েছে। এ বিষয়ে সংশ্লিষ্ট মন্ত্রণালয়ের কর্মকর্তারা জানান, নির্ধারিত সময়ের মধ্যেই কার্যক্রম সম্পন্ন করা হবে এবং সাধারণ মানুষকে স্বাস্থ্যবিধি মেনে চলার আহ্বান জানানো হয়েছে। ঢাকাসহ সারা দেশে বিভিন্ন স্থানে এ নিয়ে আলোচনা চলছে।: [4, 771, 190, 828]
- story-text: সংশ্লিষ্ট সূত্রে জানা গেছে, পরিস্থিতি বিবেচনায় সরকার নতুন সিদ্ধান্ত নিয়েছে। এ বিষয়ে সংশ্লিষ্ট মন্ত্রণালয়ের কর্মকর্তারা: [196, 439, 382, 458]
- story-text: সংশ্লিষ্ট সূত্রে জানা গেছে, পরিস্থিতি বিবেচনায় সরকার নতুন সিদ্ধান্ত নিয়েছে। এ বিষয়ে সংশ্লিষ্ট মন্ত্রণালয়ের কর্মকর্তারা জানান, নির্ধারিত সময়ের মধ্যেই কার্যক্রম সম্পন্ন করা হবে এবং সাধারণ মানুষকে স্বাস্থ্যবিধি মেনে চলার আহ্বান জানানো হয়েছে। ঢাকাসহ সারা দেশে বিভিন্ন স্থানে এ নিয়ে আলোচনা চলছে।: [196, 707, 382, 764]
- masthead: [0, 0, 770, 36]
- story-separator: [4, 304, 190, 305]
- story-headline: এক ঘোড়া উদ্ধারে চ্যালেঞ্জ: [219, 867, 359, 883]
- story-headline: হাসেম ফুডসে অগ্নিকাণ্ডে নিখোঁজদের: [610, 571, 736, 602]
- story-text: সংশ্লিষ্ট সূত্রে জানা গেছে, পরিস্থিতি বিবেচনায় সরকার নতুন সিদ্ধান্ত নিয়েছে। এ বিষয়ে সংশ্লিষ্ট মন্ত্রণালয়ের কর্মকর্তারা জানান, নির্ধারিত সময়ের মধ্যেই কার্যক্রম সম্পন্ন করা হবে এবং সাধারণ মানুষকে স্বাস্থ্যবিধি মেনে চলার আহ্বান জানানো হয়েছে। ঢাকাসহ সারা দেশে বিভিন্ন স্থানে এ নিয়ে আলোচনা চলছে।: [4, 647, 190, 704]
- news-story: [388, 700, 574, 792]
- news-story: [580, 571, 766, 727]
- story-text: সংশ্লিষ্ট সূত্রে জানা গেছে, পরিস্থিতি বিবেচনায় সরকার নতুন সিদ্ধান্ত নিয়েছে। এ বিষয়ে সংশ্লিষ্ট মন্ত্রণালয়ের কর্মকর্তারা জানান, নির্ধারিত সময়ের মধ্যেই কার্যক্রম সম্পন্ন করা হবে এবং সাধারণ মানুষকে স্বাস্থ্যবিধি মেনে চলার আহ্বান জানানো হয়েছে। ঢাকাসহ সারা দেশে বিভিন্ন স্থানে এ নিয়ে আলোচনা চলছে।: [580, 761, 766, 818]
- news-story: [4, 415, 190, 507]
- story-text: সংশ্লিষ্ট সূত্রে জানা গেছে, পরিস্থিতি বিবেচনায় সরকার নতুন সিদ্ধান্ত নিয়েছে। এ বিষয়ে সংশ্লিষ্ট মন্ত্রণালয়ের কর্মকর্তারা জানান, নির্ধারিত সময়ের মধ্যেই কার্যক্রম সম্পন্ন করা হবে এবং সাধারণ মানুষকে স্বাস্থ্যবিধি মেনে চলার আহ্বান জানানো: [580, 356, 766, 394]
- news-story: [196, 868, 382, 998]
- story-headline: তাপ ও শৈত্যপ্রবাহে বছরে মরছে: [398, 174, 564, 189]
- story-separator: [580, 898, 766, 899]
- news-story: [196, 677, 382, 864]
- story-dateline: শেষের পাতার পর: [72, 759, 122, 768]
- column-4: [580, 38, 766, 1206]
- story-text: সংশ্লিষ্ট সূত্রে জানা গেছে, পরিস্থিতি বিবেচনায় সরকার নতুন সিদ্ধান্ত নিয়েছে। এ বিষয়ে সংশ্লিষ্ট মন্ত্রণালয়ের কর্মকর্তারা জানান, নির্ধারিত সময়ের মধ্যেই কার্যক্রম সম্পন্ন করা হবে এবং সাধারণ মানুষকে স্বাস্থ্যবিধি মেনে চলার আহ্বান জানানো হয়েছে। ঢাকাসহ সারা দেশে বিভিন্ন স্থানে এ নিয়ে আলোচনা চলছে।: [196, 71, 382, 128]
